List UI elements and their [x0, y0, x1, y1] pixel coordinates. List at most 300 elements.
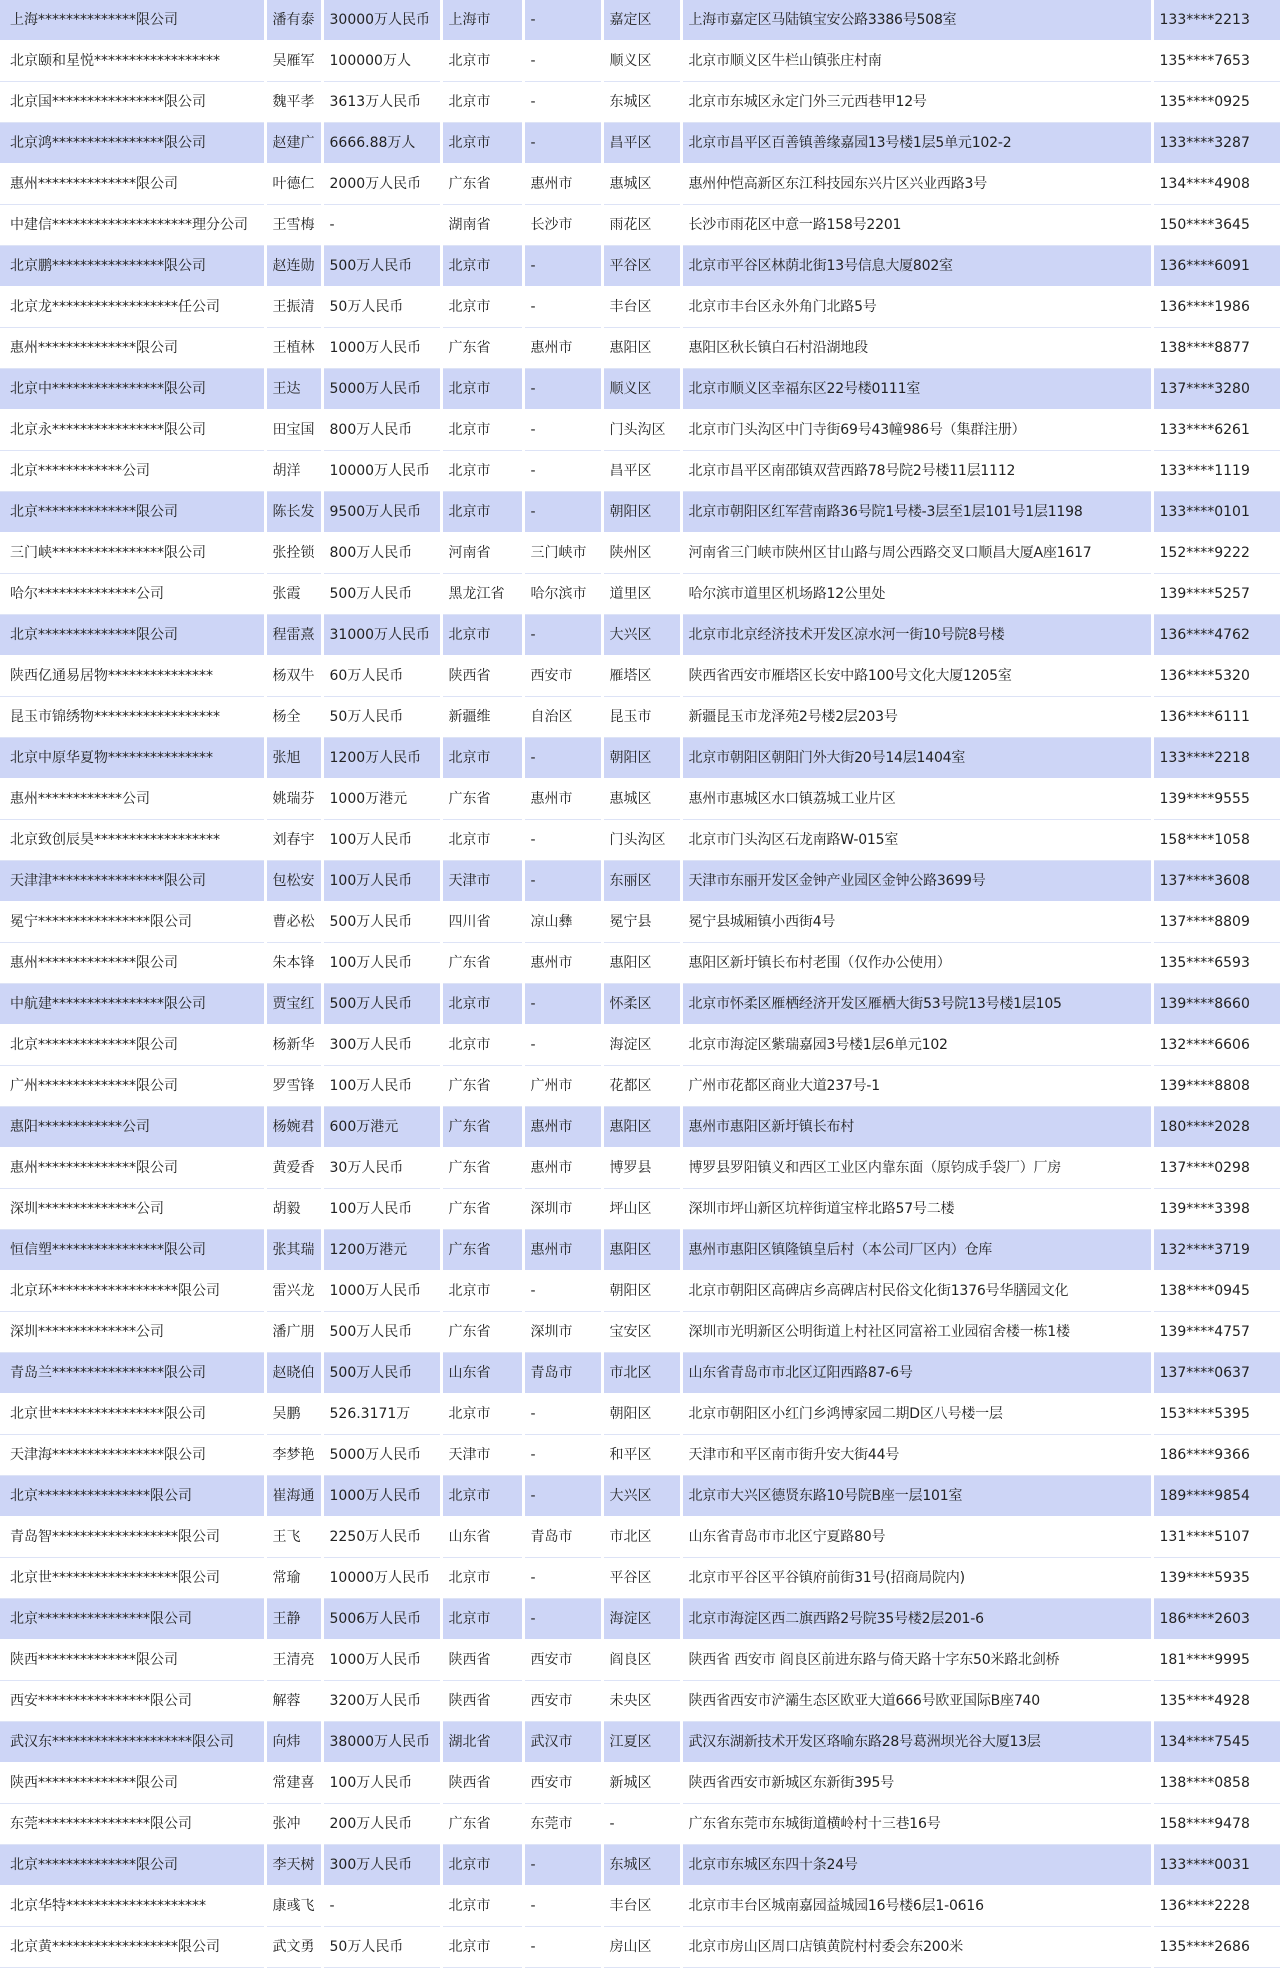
province-cell: 广东省 [441, 943, 523, 984]
person-cell: 解蓉 [265, 1681, 322, 1722]
city-cell: - [523, 1599, 602, 1640]
person-cell: 赵连勋 [265, 246, 322, 287]
city-cell: 惠州市 [523, 779, 602, 820]
capital-cell: 6666.88万人 [322, 123, 441, 164]
person-cell: 王静 [265, 1599, 322, 1640]
capital-cell: 1000万港元 [322, 779, 441, 820]
phone-cell: 134****4908 [1152, 164, 1280, 205]
person-cell: 贾宝红 [265, 984, 322, 1025]
phone-cell: 186****9366 [1152, 1435, 1280, 1476]
capital-cell: 5000万人民币 [322, 1435, 441, 1476]
city-cell: 西安市 [523, 1681, 602, 1722]
capital-cell: 2000万人民币 [322, 164, 441, 205]
company-cell: 北京华特******************** [0, 1886, 265, 1927]
person-cell: 王植林 [265, 328, 322, 369]
province-cell: 北京市 [441, 369, 523, 410]
address-cell: 冕宁县城厢镇小西街4号 [681, 902, 1152, 943]
person-cell: 叶德仁 [265, 164, 322, 205]
company-cell: 北京龙******************任公司 [0, 287, 265, 328]
company-cell: 深圳**************公司 [0, 1312, 265, 1353]
city-cell: 三门峡市 [523, 533, 602, 574]
capital-cell: 1000万人民币 [322, 1271, 441, 1312]
table-row [0, 1148, 1280, 1189]
phone-cell: 139****9555 [1152, 779, 1280, 820]
person-cell: 康彧飞 [265, 1886, 322, 1927]
capital-cell: 60万人民币 [322, 656, 441, 697]
district-cell: 东城区 [602, 82, 681, 123]
address-cell: 长沙市雨花区中意一路158号2201 [681, 205, 1152, 246]
province-cell: 陕西省 [441, 1640, 523, 1681]
province-cell: 北京市 [441, 41, 523, 82]
phone-cell: 137****3608 [1152, 861, 1280, 902]
phone-cell: 150****3645 [1152, 205, 1280, 246]
province-cell: 陕西省 [441, 1763, 523, 1804]
district-cell: 冕宁县 [602, 902, 681, 943]
person-cell: 潘广朋 [265, 1312, 322, 1353]
address-cell: 河南省三门峡市陕州区甘山路与周公西路交叉口顺昌大厦A座1617 [681, 533, 1152, 574]
district-cell: 大兴区 [602, 615, 681, 656]
phone-cell: 136****6091 [1152, 246, 1280, 287]
table-row [0, 123, 1280, 164]
province-cell: 湖南省 [441, 205, 523, 246]
capital-cell: 526.3171万 [322, 1394, 441, 1435]
person-cell: 胡毅 [265, 1189, 322, 1230]
capital-cell: 300万人民币 [322, 1025, 441, 1066]
address-cell: 惠阳区新圩镇长布村老围（仅作办公使用） [681, 943, 1152, 984]
table-row [0, 1025, 1280, 1066]
district-cell: 博罗县 [602, 1148, 681, 1189]
phone-cell: 136****2228 [1152, 1886, 1280, 1927]
district-cell: 惠阳区 [602, 1107, 681, 1148]
company-cell: 北京中****************限公司 [0, 369, 265, 410]
table-row [0, 1394, 1280, 1435]
city-cell: 武汉市 [523, 1722, 602, 1763]
district-cell: 平谷区 [602, 246, 681, 287]
company-cell: 陕西**************限公司 [0, 1640, 265, 1681]
phone-cell: 134****7545 [1152, 1722, 1280, 1763]
company-cell: 惠州**************限公司 [0, 328, 265, 369]
province-cell: 北京市 [441, 1927, 523, 1968]
city-cell: 哈尔滨市 [523, 574, 602, 615]
person-cell: 赵晓伯 [265, 1353, 322, 1394]
province-cell: 广东省 [441, 1804, 523, 1845]
person-cell: 魏平孝 [265, 82, 322, 123]
district-cell: 顺义区 [602, 41, 681, 82]
province-cell: 黑龙江省 [441, 574, 523, 615]
city-cell: - [523, 123, 602, 164]
company-cell: 北京****************限公司 [0, 1476, 265, 1517]
company-cell: 西安****************限公司 [0, 1681, 265, 1722]
company-cell: 中航建****************限公司 [0, 984, 265, 1025]
person-cell: 张其瑞 [265, 1230, 322, 1271]
capital-cell: 5006万人民币 [322, 1599, 441, 1640]
address-cell: 陕西省西安市雁塔区长安中路100号文化大厦1205室 [681, 656, 1152, 697]
address-cell: 北京市朝阳区朝阳门外大街20号14层1404室 [681, 738, 1152, 779]
phone-cell: 132****3719 [1152, 1230, 1280, 1271]
capital-cell: 500万人民币 [322, 246, 441, 287]
person-cell: 杨新华 [265, 1025, 322, 1066]
district-cell: 怀柔区 [602, 984, 681, 1025]
city-cell: - [523, 410, 602, 451]
table-row [0, 41, 1280, 82]
province-cell: 河南省 [441, 533, 523, 574]
city-cell: - [523, 492, 602, 533]
capital-cell: 1000万人民币 [322, 328, 441, 369]
province-cell: 北京市 [441, 820, 523, 861]
address-cell: 北京市北京经济技术开发区凉水河一街10号院8号楼 [681, 615, 1152, 656]
capital-cell: 500万人民币 [322, 1312, 441, 1353]
province-cell: 北京市 [441, 123, 523, 164]
address-cell: 天津市东丽开发区金钟产业园区金钟公路3699号 [681, 861, 1152, 902]
table-row [0, 1722, 1280, 1763]
table-row [0, 369, 1280, 410]
district-cell: 昆玉市 [602, 697, 681, 738]
district-cell: - [602, 1804, 681, 1845]
province-cell: 广东省 [441, 164, 523, 205]
district-cell: 大兴区 [602, 1476, 681, 1517]
address-cell: 武汉东湖新技术开发区珞喻东路28号葛洲坝光谷大厦13层 [681, 1722, 1152, 1763]
capital-cell: 30000万人民币 [322, 0, 441, 41]
district-cell: 宝安区 [602, 1312, 681, 1353]
province-cell: 北京市 [441, 492, 523, 533]
company-cell: 上海**************限公司 [0, 0, 265, 41]
address-cell: 北京市平谷区林荫北街13号信息大厦802室 [681, 246, 1152, 287]
person-cell: 王振清 [265, 287, 322, 328]
district-cell: 东城区 [602, 1845, 681, 1886]
district-cell: 坪山区 [602, 1189, 681, 1230]
city-cell: - [523, 861, 602, 902]
city-cell: - [523, 1886, 602, 1927]
city-cell: 西安市 [523, 1763, 602, 1804]
city-cell: - [523, 41, 602, 82]
district-cell: 门头沟区 [602, 410, 681, 451]
province-cell: 北京市 [441, 1886, 523, 1927]
province-cell: 北京市 [441, 246, 523, 287]
table-row [0, 1763, 1280, 1804]
capital-cell: 10000万人民币 [322, 451, 441, 492]
city-cell: 青岛市 [523, 1353, 602, 1394]
address-cell: 广州市花都区商业大道237号-1 [681, 1066, 1152, 1107]
province-cell: 上海市 [441, 0, 523, 41]
district-cell: 雁塔区 [602, 656, 681, 697]
capital-cell: - [322, 1886, 441, 1927]
district-cell: 花都区 [602, 1066, 681, 1107]
address-cell: 陕西省西安市浐灞生态区欧亚大道666号欧亚国际B座740 [681, 1681, 1152, 1722]
company-cell: 北京**************限公司 [0, 1845, 265, 1886]
province-cell: 广东省 [441, 1230, 523, 1271]
company-cell: 青岛兰****************限公司 [0, 1353, 265, 1394]
district-cell: 东丽区 [602, 861, 681, 902]
company-cell: 青岛智******************限公司 [0, 1517, 265, 1558]
company-cell: 北京致创辰昊****************** [0, 820, 265, 861]
table-row [0, 533, 1280, 574]
phone-cell: 139****5257 [1152, 574, 1280, 615]
person-cell: 李梦艳 [265, 1435, 322, 1476]
person-cell: 程雷熹 [265, 615, 322, 656]
person-cell: 常建喜 [265, 1763, 322, 1804]
company-cell: 中建信********************理分公司 [0, 205, 265, 246]
company-cell: 北京************公司 [0, 451, 265, 492]
capital-cell: - [322, 205, 441, 246]
address-cell: 北京市朝阳区红军营南路36号院1号楼-3层至1层101号1层1198 [681, 492, 1152, 533]
district-cell: 昌平区 [602, 123, 681, 164]
address-cell: 惠阳区秋长镇白石村沿湖地段 [681, 328, 1152, 369]
province-cell: 陕西省 [441, 656, 523, 697]
district-cell: 顺义区 [602, 369, 681, 410]
city-cell: 深圳市 [523, 1312, 602, 1353]
city-cell: 广州市 [523, 1066, 602, 1107]
city-cell: - [523, 82, 602, 123]
address-cell: 北京市门头沟区中门寺街69号43幢986号（集群注册） [681, 410, 1152, 451]
phone-cell: 139****4757 [1152, 1312, 1280, 1353]
table-row [0, 1271, 1280, 1312]
capital-cell: 200万人民币 [322, 1804, 441, 1845]
province-cell: 广东省 [441, 1312, 523, 1353]
person-cell: 朱本锋 [265, 943, 322, 984]
capital-cell: 800万人民币 [322, 533, 441, 574]
district-cell: 嘉定区 [602, 0, 681, 41]
address-cell: 惠州市惠阳区镇隆镇皇后村（本公司厂区内）仓库 [681, 1230, 1152, 1271]
address-cell: 北京市朝阳区高碑店乡高碑店村民俗文化街1376号华膳园文化 [681, 1271, 1152, 1312]
city-cell: - [523, 1435, 602, 1476]
phone-cell: 158****9478 [1152, 1804, 1280, 1845]
company-cell: 冕宁****************限公司 [0, 902, 265, 943]
city-cell: - [523, 1845, 602, 1886]
province-cell: 北京市 [441, 615, 523, 656]
city-cell: 东莞市 [523, 1804, 602, 1845]
company-cell: 北京永****************限公司 [0, 410, 265, 451]
city-cell: - [523, 287, 602, 328]
company-cell: 惠州**************限公司 [0, 943, 265, 984]
capital-cell: 500万人民币 [322, 984, 441, 1025]
province-cell: 北京市 [441, 738, 523, 779]
table-row [0, 1681, 1280, 1722]
address-cell: 惠州市惠城区水口镇荔城工业片区 [681, 779, 1152, 820]
city-cell: 惠州市 [523, 1148, 602, 1189]
address-cell: 北京市顺义区牛栏山镇张庄村南 [681, 41, 1152, 82]
company-cell: 惠州************公司 [0, 779, 265, 820]
phone-cell: 136****6111 [1152, 697, 1280, 738]
table-row [0, 861, 1280, 902]
person-cell: 田宝国 [265, 410, 322, 451]
person-cell: 曹必松 [265, 902, 322, 943]
phone-cell: 133****3287 [1152, 123, 1280, 164]
phone-cell: 186****2603 [1152, 1599, 1280, 1640]
capital-cell: 50万人民币 [322, 697, 441, 738]
company-cell: 东莞****************限公司 [0, 1804, 265, 1845]
address-cell: 山东省青岛市市北区宁夏路80号 [681, 1517, 1152, 1558]
province-cell: 广东省 [441, 328, 523, 369]
capital-cell: 1200万人民币 [322, 738, 441, 779]
province-cell: 北京市 [441, 1845, 523, 1886]
province-cell: 四川省 [441, 902, 523, 943]
capital-cell: 800万人民币 [322, 410, 441, 451]
phone-cell: 138****0945 [1152, 1271, 1280, 1312]
address-cell: 北京市怀柔区雁栖经济开发区雁栖大街53号院13号楼1层105 [681, 984, 1152, 1025]
city-cell: 惠州市 [523, 943, 602, 984]
district-cell: 房山区 [602, 1927, 681, 1968]
province-cell: 北京市 [441, 1025, 523, 1066]
city-cell: 自治区 [523, 697, 602, 738]
person-cell: 杨双牛 [265, 656, 322, 697]
phone-cell: 135****6593 [1152, 943, 1280, 984]
person-cell: 赵建广 [265, 123, 322, 164]
table-row [0, 205, 1280, 246]
address-cell: 北京市昌平区百善镇善缘嘉园13号楼1层5单元102-2 [681, 123, 1152, 164]
company-cell: 恒信塑****************限公司 [0, 1230, 265, 1271]
capital-cell: 50万人民币 [322, 287, 441, 328]
table-row [0, 1066, 1280, 1107]
address-cell: 北京市昌平区南邵镇双营西路78号院2号楼11层1112 [681, 451, 1152, 492]
district-cell: 惠阳区 [602, 943, 681, 984]
person-cell: 姚瑞芬 [265, 779, 322, 820]
company-cell: 北京**************限公司 [0, 615, 265, 656]
capital-cell: 500万人民币 [322, 1353, 441, 1394]
phone-cell: 153****5395 [1152, 1394, 1280, 1435]
city-cell: - [523, 1927, 602, 1968]
province-cell: 陕西省 [441, 1681, 523, 1722]
address-cell: 北京市朝阳区小红门乡鸿博家园二期D区八号楼一层 [681, 1394, 1152, 1435]
company-cell: 深圳**************公司 [0, 1189, 265, 1230]
city-cell: - [523, 1025, 602, 1066]
phone-cell: 133****2218 [1152, 738, 1280, 779]
phone-cell: 139****5935 [1152, 1558, 1280, 1599]
city-cell: - [523, 1394, 602, 1435]
person-cell: 崔海通 [265, 1476, 322, 1517]
province-cell: 北京市 [441, 1558, 523, 1599]
person-cell: 黄爱香 [265, 1148, 322, 1189]
city-cell: - [523, 1476, 602, 1517]
address-cell: 北京市顺义区幸福东区22号楼0111室 [681, 369, 1152, 410]
table-row [0, 328, 1280, 369]
phone-cell: 138****8877 [1152, 328, 1280, 369]
district-cell: 和平区 [602, 1435, 681, 1476]
province-cell: 北京市 [441, 984, 523, 1025]
phone-cell: 131****5107 [1152, 1517, 1280, 1558]
address-cell: 北京市海淀区西二旗西路2号院35号楼2层201-6 [681, 1599, 1152, 1640]
district-cell: 惠城区 [602, 164, 681, 205]
company-cell: 昆玉市锦绣物****************** [0, 697, 265, 738]
capital-cell: 2250万人民币 [322, 1517, 441, 1558]
address-cell: 北京市门头沟区石龙南路W-015室 [681, 820, 1152, 861]
city-cell: - [523, 0, 602, 41]
phone-cell: 133****6261 [1152, 410, 1280, 451]
person-cell: 王雪梅 [265, 205, 322, 246]
phone-cell: 137****8809 [1152, 902, 1280, 943]
district-cell: 朝阳区 [602, 1394, 681, 1435]
capital-cell: 100万人民币 [322, 1763, 441, 1804]
person-cell: 王达 [265, 369, 322, 410]
company-cell: 惠阳************公司 [0, 1107, 265, 1148]
phone-cell: 136****1986 [1152, 287, 1280, 328]
city-cell: - [523, 738, 602, 779]
capital-cell: 100万人民币 [322, 820, 441, 861]
capital-cell: 600万港元 [322, 1107, 441, 1148]
table-row [0, 1640, 1280, 1681]
table-row [0, 1107, 1280, 1148]
company-cell: 北京黄******************限公司 [0, 1927, 265, 1968]
table-row [0, 0, 1280, 41]
capital-cell: 9500万人民币 [322, 492, 441, 533]
phone-cell: 135****4928 [1152, 1681, 1280, 1722]
district-cell: 朝阳区 [602, 492, 681, 533]
table-row [0, 410, 1280, 451]
table-row [0, 1353, 1280, 1394]
phone-cell: 180****2028 [1152, 1107, 1280, 1148]
table-row [0, 1312, 1280, 1353]
province-cell: 广东省 [441, 1148, 523, 1189]
person-cell: 李天树 [265, 1845, 322, 1886]
province-cell: 北京市 [441, 1271, 523, 1312]
district-cell: 丰台区 [602, 287, 681, 328]
table-row [0, 574, 1280, 615]
province-cell: 广东省 [441, 779, 523, 820]
district-cell: 丰台区 [602, 1886, 681, 1927]
city-cell: 西安市 [523, 656, 602, 697]
district-cell: 海淀区 [602, 1599, 681, 1640]
company-cell: 天津海****************限公司 [0, 1435, 265, 1476]
table-row [0, 451, 1280, 492]
company-cell: 北京鸿****************限公司 [0, 123, 265, 164]
table-row [0, 1476, 1280, 1517]
city-cell: 惠州市 [523, 1230, 602, 1271]
phone-cell: 137****3280 [1152, 369, 1280, 410]
table-row [0, 820, 1280, 861]
table-row [0, 615, 1280, 656]
company-cell: 北京世******************限公司 [0, 1558, 265, 1599]
company-cell: 哈尔**************公司 [0, 574, 265, 615]
company-cell: 惠州**************限公司 [0, 164, 265, 205]
company-cell: 北京环******************限公司 [0, 1271, 265, 1312]
table-row [0, 1927, 1280, 1968]
province-cell: 山东省 [441, 1353, 523, 1394]
phone-cell: 137****0298 [1152, 1148, 1280, 1189]
city-cell: - [523, 1558, 602, 1599]
table-row [0, 1558, 1280, 1599]
phone-cell: 189****9854 [1152, 1476, 1280, 1517]
company-cell: 北京鹏****************限公司 [0, 246, 265, 287]
person-cell: 王飞 [265, 1517, 322, 1558]
phone-cell: 133****2213 [1152, 0, 1280, 41]
province-cell: 湖北省 [441, 1722, 523, 1763]
district-cell: 朝阳区 [602, 738, 681, 779]
address-cell: 惠州市惠阳区新圩镇长布村 [681, 1107, 1152, 1148]
province-cell: 北京市 [441, 287, 523, 328]
table-row [0, 287, 1280, 328]
capital-cell: 3613万人民币 [322, 82, 441, 123]
district-cell: 惠城区 [602, 779, 681, 820]
person-cell: 罗雪锋 [265, 1066, 322, 1107]
city-cell: 西安市 [523, 1640, 602, 1681]
phone-cell: 135****0925 [1152, 82, 1280, 123]
table-row [0, 984, 1280, 1025]
phone-cell: 132****6606 [1152, 1025, 1280, 1066]
province-cell: 新疆维 [441, 697, 523, 738]
district-cell: 惠阳区 [602, 328, 681, 369]
province-cell: 广东省 [441, 1066, 523, 1107]
phone-cell: 133****1119 [1152, 451, 1280, 492]
person-cell: 张冲 [265, 1804, 322, 1845]
phone-cell: 133****0031 [1152, 1845, 1280, 1886]
address-cell: 新疆昆玉市龙泽苑2号楼2层203号 [681, 697, 1152, 738]
person-cell: 陈长发 [265, 492, 322, 533]
address-cell: 北京市房山区周口店镇黄院村村委会东200米 [681, 1927, 1152, 1968]
company-cell: 北京****************限公司 [0, 1599, 265, 1640]
phone-cell: 138****0858 [1152, 1763, 1280, 1804]
city-cell: - [523, 820, 602, 861]
capital-cell: 500万人民币 [322, 574, 441, 615]
table-row [0, 492, 1280, 533]
